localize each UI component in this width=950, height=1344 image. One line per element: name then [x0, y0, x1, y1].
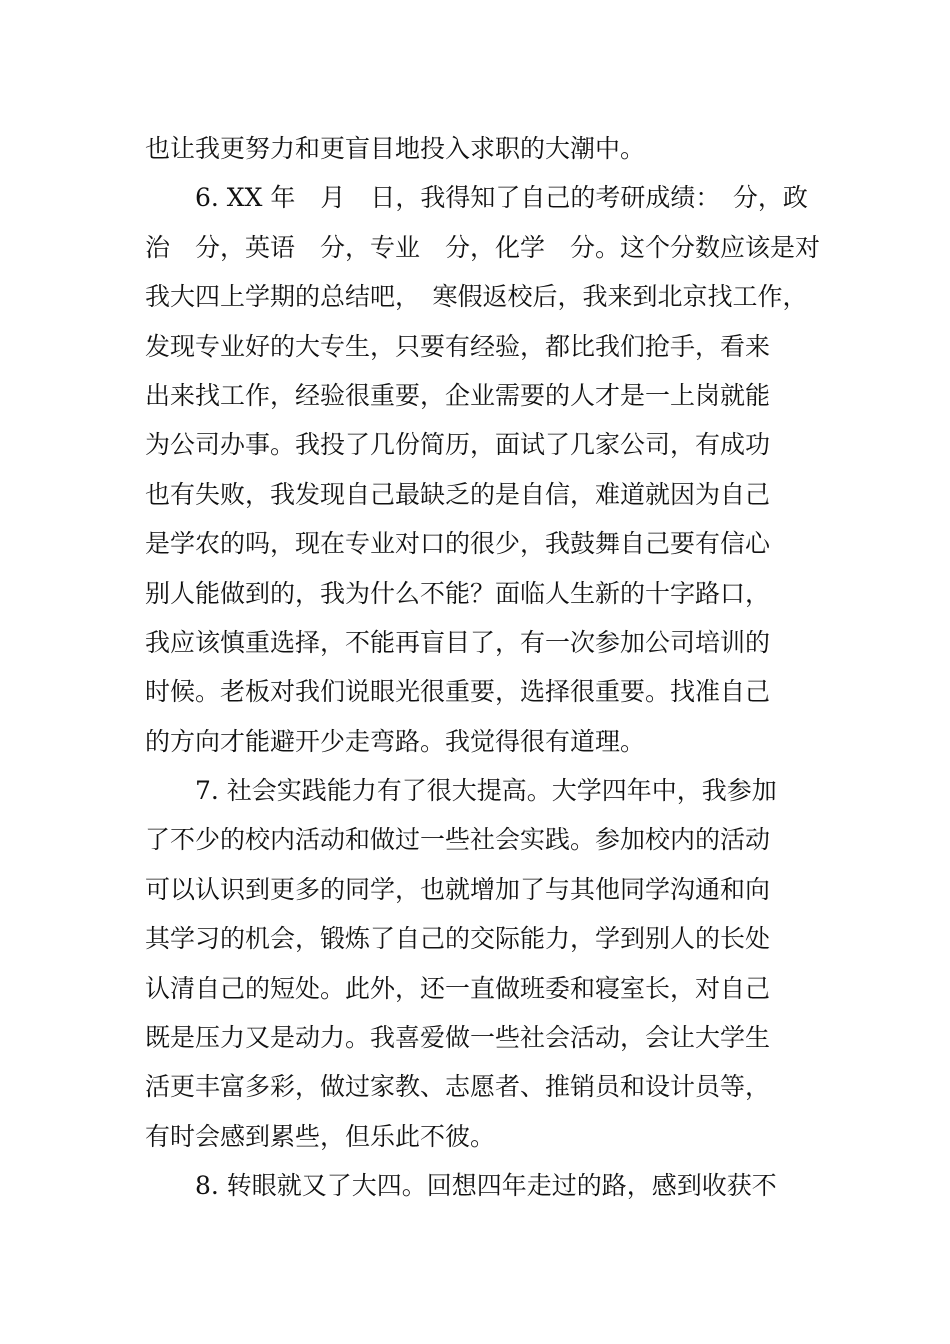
text-line: 是学农的吗，现在专业对口的很少，我鼓舞自己要有信心: [145, 529, 771, 559]
text-line: 我大四上学期的总结吧， 寒假返校后，我来到北京找工作，: [145, 282, 808, 312]
text-line: 的方向才能避开少走弯路。我觉得很有道理。: [145, 726, 646, 756]
text-line: 既是压力又是动力。我喜爱做一些社会活动，会让大学生: [145, 1023, 771, 1053]
text-line: 了不少的校内活动和做过一些社会实践。参加校内的活动: [145, 825, 771, 855]
text-line: 发现专业好的大专生，只要有经验，都比我们抢手，看来: [145, 331, 771, 361]
text-line: 有时会感到累些，但乐此不彼。: [145, 1121, 496, 1151]
text-line: 8. 转眼就又了大四。回想四年走过的路，感到收获不: [195, 1171, 777, 1201]
text-line: 可以认识到更多的同学，也就增加了与其他同学沟通和向: [145, 874, 771, 904]
text-line: 别人能做到的，我为什么不能？面临人生新的十字路口，: [145, 578, 771, 608]
text-line: 也让我更努力和更盲目地投入求职的大潮中。: [145, 134, 646, 163]
text-line: 治 分，英语 分，专业 分，化学 分。这个分数应该是对: [145, 232, 821, 262]
text-line: 7. 社会实践能力有了很大提高。大学四年中，我参加: [195, 776, 777, 806]
text-line: 认清自己的短处。此外，还一直做班委和寝室长，对自己: [145, 973, 771, 1003]
text-line: 活更丰富多彩，做过家教、志愿者、推销员和设计员等，: [145, 1072, 771, 1102]
text-line: 出来找工作，经验很重要，企业需要的人才是一上岗就能: [145, 380, 771, 410]
text-line: 为公司办事。我投了几份简历，面试了几家公司，有成功: [145, 430, 771, 460]
text-line: 我应该慎重选择，不能再盲目了，有一次参加公司培训的: [145, 627, 771, 657]
text-line: 6. XX 年 月 日，我得知了自己的考研成绩： 分，政: [195, 183, 808, 213]
text-line: 其学习的机会，锻炼了自己的交际能力，学到别人的长处: [145, 924, 771, 954]
text-line: 也有失败，我发现自己最缺乏的是自信，难道就因为自己: [145, 479, 771, 509]
body-text: [145, 124, 845, 1211]
text-line: 时候。老板对我们说眼光很重要，选择很重要。找准自己: [145, 677, 771, 707]
